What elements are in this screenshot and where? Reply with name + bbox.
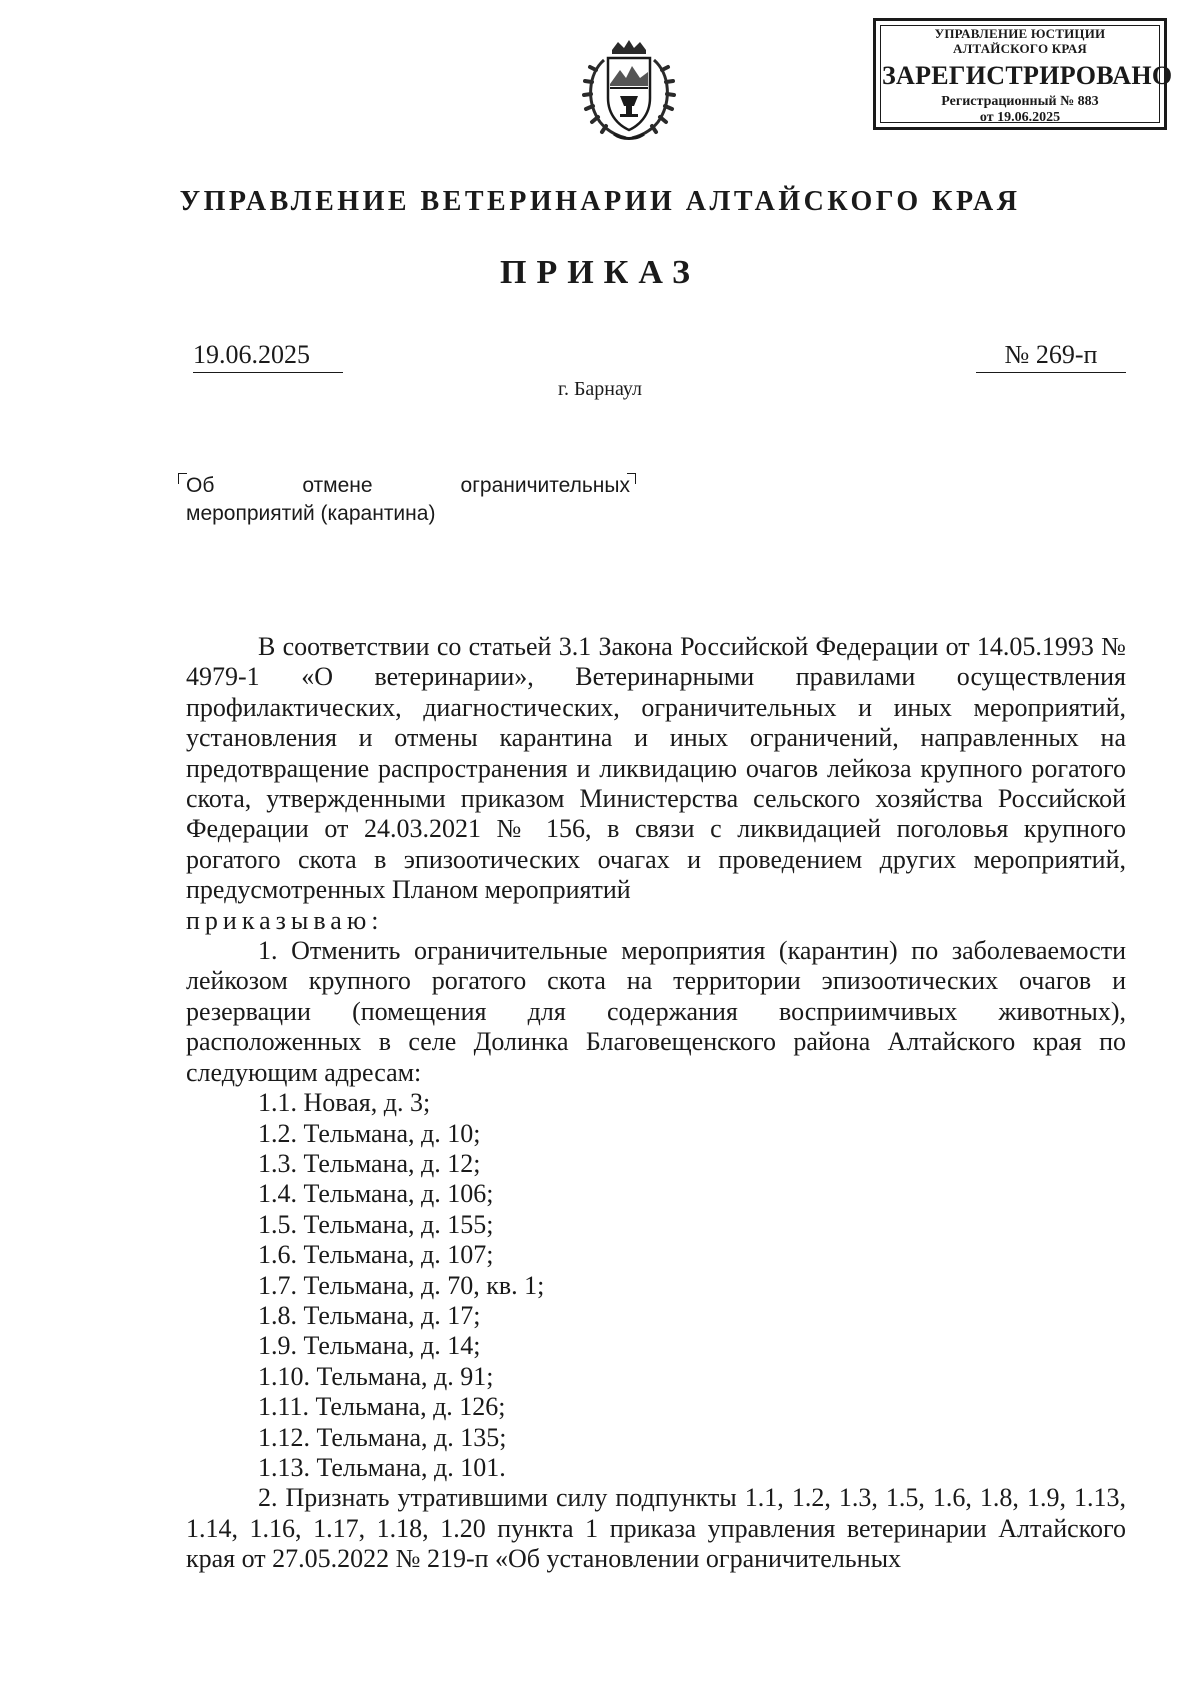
order-word: приказываю: (186, 905, 384, 935)
clause-1: 1. Отменить ограничительные мероприятия (карантин) по заболеваемости лейкозом крупного рогатого скота на территории эпизоотических очагов и резервации (помещения для содержания восприимчивых животных), расположенных в селе Долинка Благовещенского района Алтайского края по следующим адресам: (186, 936, 1126, 1087)
order-number-underline (976, 372, 1126, 373)
organization-title: УПРАВЛЕНИЕ ВЕТЕРИНАРИИ АЛТАЙСКОГО КРАЯ (179, 186, 1021, 217)
order-number: № 269-п (1004, 340, 1098, 369)
address-item: 1.5. Тельмана, д. 155; (258, 1209, 494, 1239)
address-item: 1.10. Тельмана, д. 91; (258, 1361, 494, 1391)
subject-corner-left (178, 473, 187, 484)
order-date-underline (193, 372, 343, 373)
stamp-status: ЗАРЕГИСТРИРОВАНО (882, 61, 1173, 90)
order-date: 19.06.2025 (193, 340, 310, 369)
registration-stamp (873, 18, 1173, 130)
address-item: 1.3. Тельмана, д. 12; (258, 1148, 481, 1178)
order-body (186, 632, 1126, 1575)
subject-word-1: Об (186, 474, 215, 497)
subject-line-1 (186, 472, 630, 500)
subject-word-3: ограничительных (460, 474, 630, 497)
subject-word-2: отмене (302, 474, 373, 497)
document-type: ПРИКАЗ (500, 254, 700, 291)
address-item: 1.12. Тельмана, д. 135; (258, 1422, 507, 1452)
address-item: 1.9. Тельмана, д. 14; (258, 1331, 481, 1361)
address-item: 1.13. Тельмана, д. 101. (258, 1452, 506, 1482)
address-item: 1.7. Тельмана, д. 70, кв. 1; (258, 1270, 545, 1300)
stamp-org-line1: УПРАВЛЕНИЕ ЮСТИЦИИ (934, 26, 1106, 41)
clause-2: 2. Признать утратившими силу подпункты 1.1, 1.2, 1.3, 1.5, 1.6, 1.8, 1.9, 1.13, 1.14, 1.16, 1.17, 1.18, 1.20 пункта 1 приказа управления ветеринарии Алтайского края от 27.05.2022 № 219-п «Об установлении ограничительных (186, 1483, 1126, 1574)
stamp-date: от 19.06.2025 (979, 110, 1061, 125)
subject-line-2: мероприятий (карантина) (186, 502, 436, 525)
address-item: 1.1. Новая, д. 3; (258, 1088, 431, 1118)
coat-of-arms-icon (574, 36, 684, 146)
stamp-org-line2: АЛТАЙСКОГО КРАЯ (953, 41, 1087, 56)
address-item: 1.4. Тельмана, д. 106; (258, 1179, 494, 1209)
address-item: 1.6. Тельмана, д. 107; (258, 1240, 494, 1270)
address-item: 1.11. Тельмана, д. 126; (258, 1392, 506, 1422)
subject-corner-right (627, 473, 636, 484)
stamp-reg-number: Регистрационный № 883 (941, 94, 1099, 109)
address-item: 1.8. Тельмана, д. 17; (258, 1300, 481, 1330)
order-city: г. Барнаул (558, 378, 642, 400)
address-item: 1.2. Тельмана, д. 10; (258, 1118, 481, 1148)
order-subject (186, 472, 630, 528)
preamble-paragraph: В соответствии со статьей 3.1 Закона Российской Федерации от 14.05.1993 № 4979-1 «О ветеринарии», Ветеринарными правилами осуществления профилактических, диагностических, ограничительных и иных мероприятий, установления и отмены карантина и иных ограничений, направленных на предотвращение распространения и ликвидацию очагов лейкоза крупного рогатого скота, утвержденными приказом Министерства сельского хозяйства Российской Федерации от 24.03.2021 № 156, в связи с ликвидацией поголовья крупного рогатого скота в эпизоотических очагах и проведением других мероприятий, предусмотренных Планом мероприятий (186, 632, 1126, 905)
